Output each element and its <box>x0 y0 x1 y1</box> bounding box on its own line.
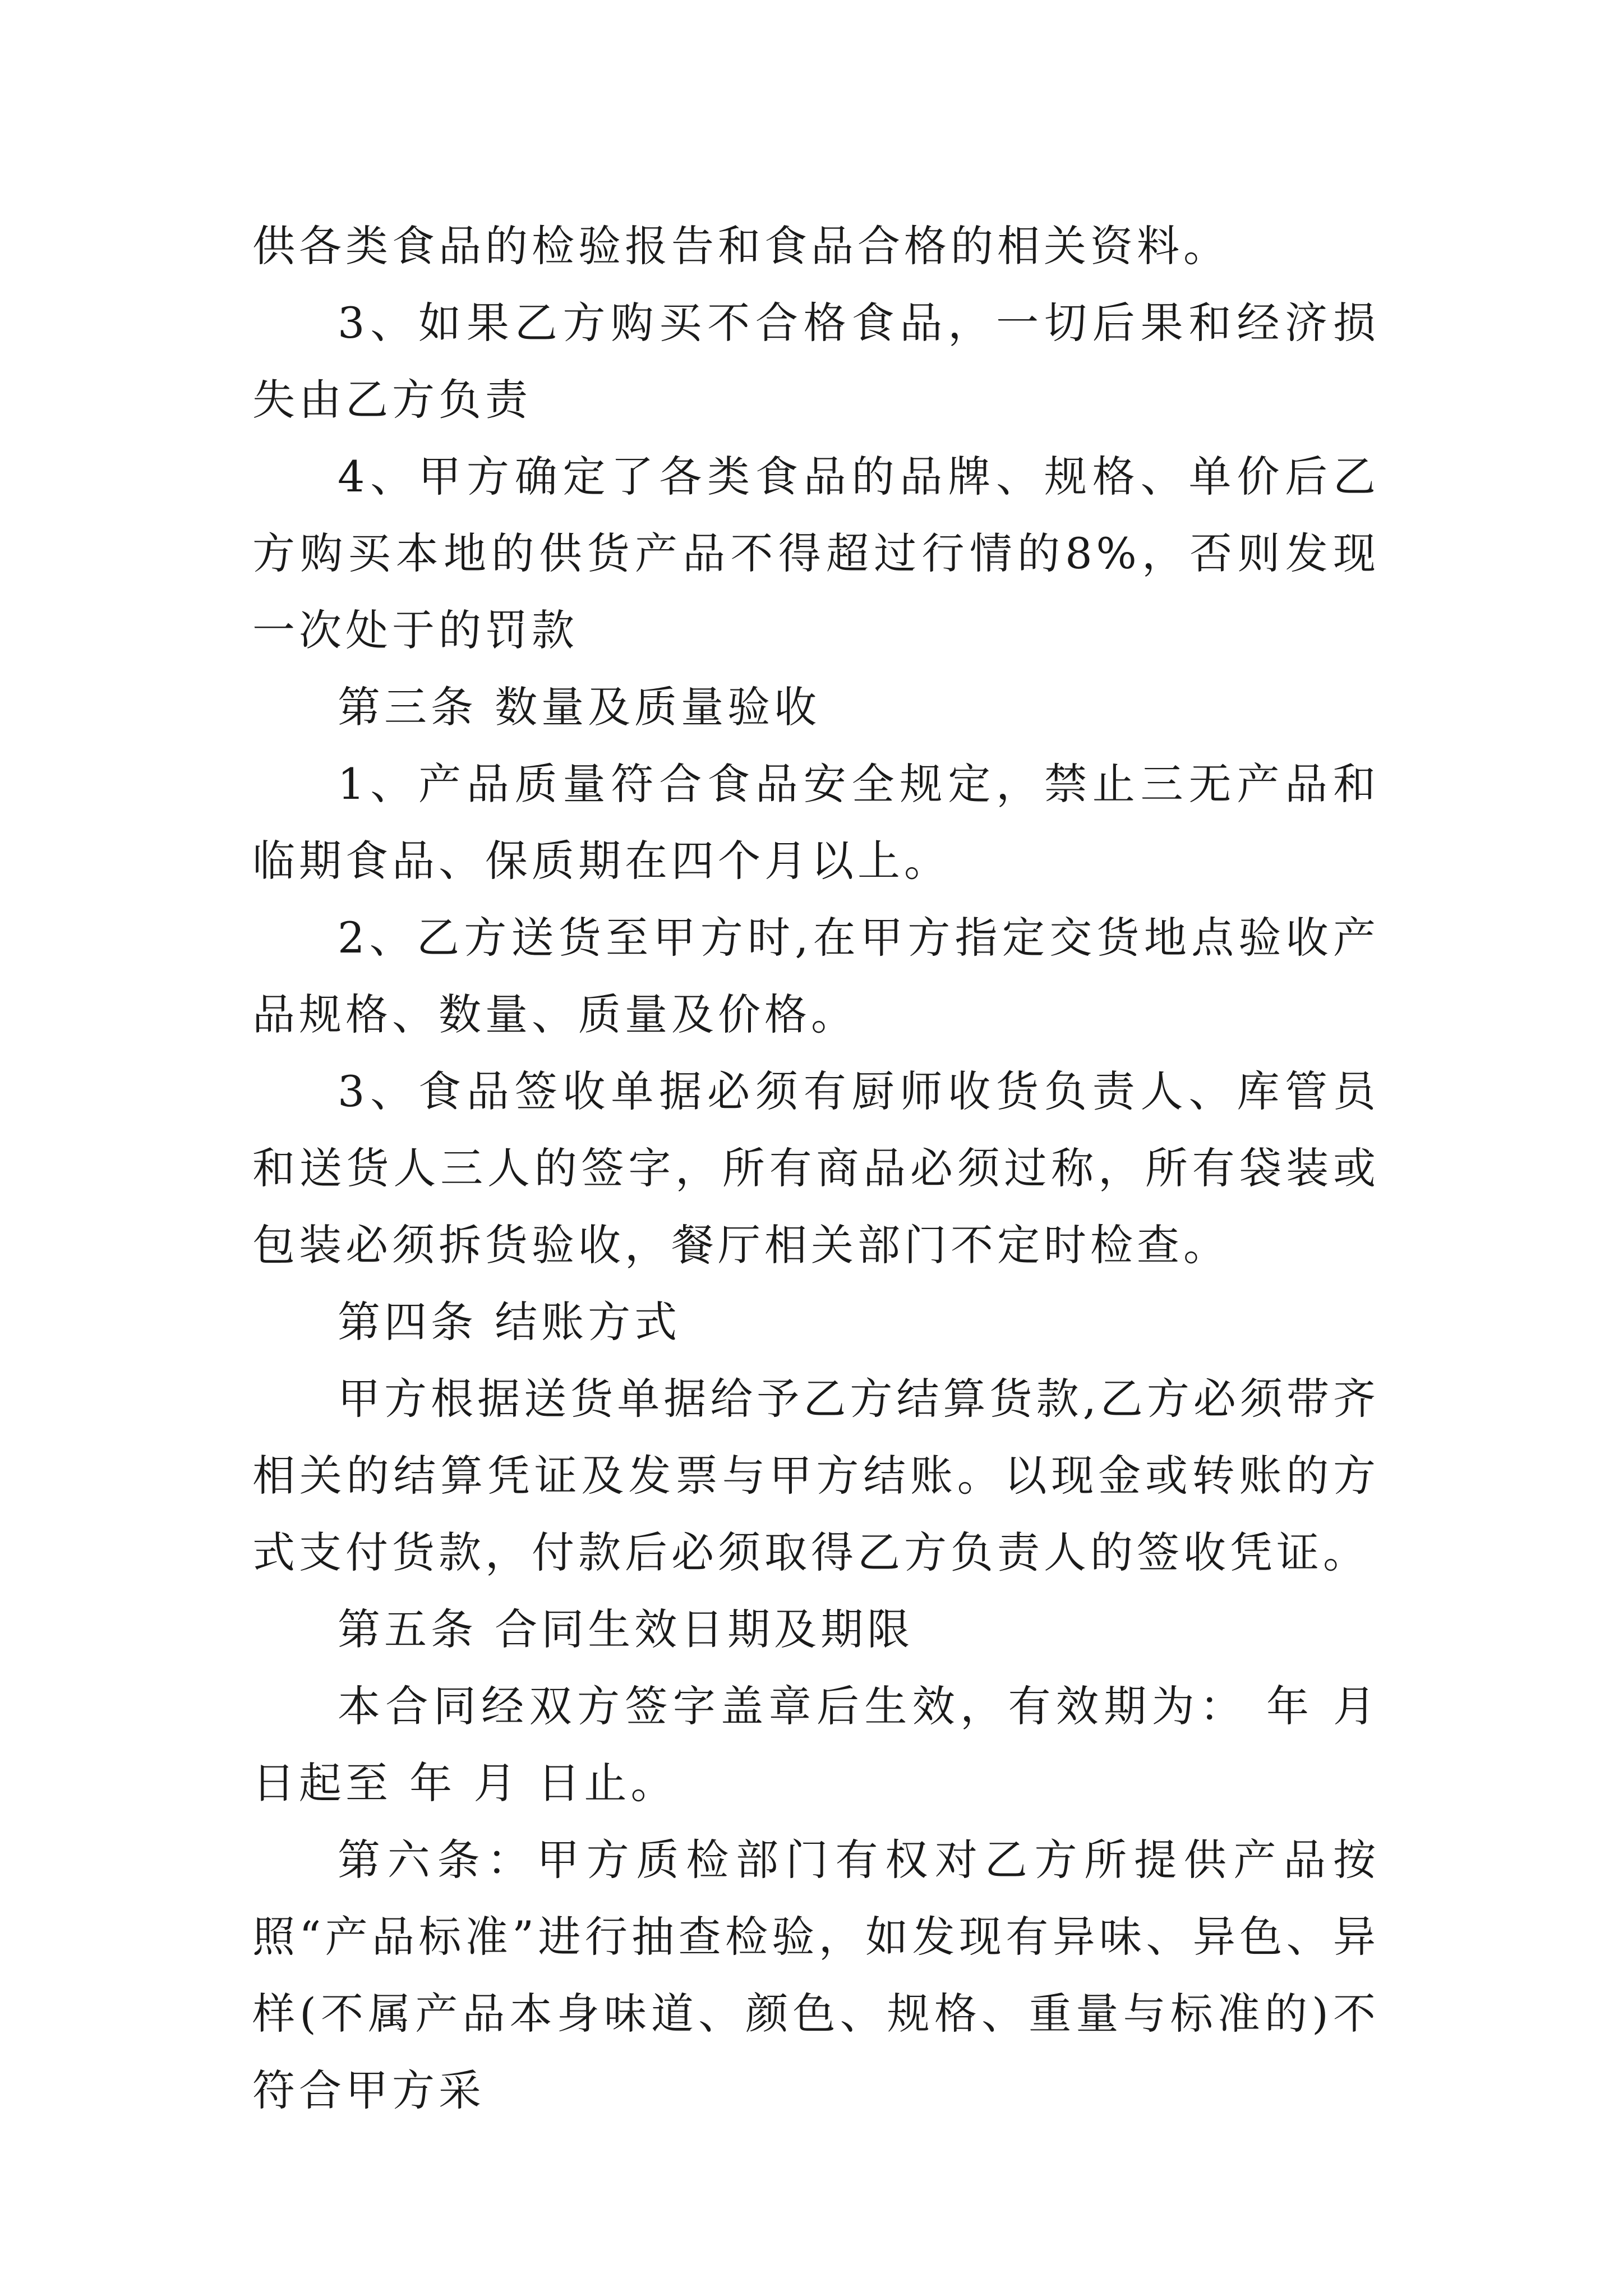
paragraph-continuation: 供各类食品的检验报告和食品合格的相关资料。 <box>252 221 1230 271</box>
article-5-heading: 第五条 合同生效日期及期限 <box>338 1604 914 1654</box>
clause-2-4: 4、甲方确定了各类食品的品牌、规格、单价后乙方购买本地的供货产品不得超过行情的8%，否则发现一次处于的罚款 <box>252 452 1380 655</box>
clause-3-1: 1、产品质量符合食品安全规定，禁止三无产品和临期食品、保质期在四个月以上。 <box>252 759 1380 886</box>
article-6: 第六条：甲方质检部门有权对乙方所提供产品按照“产品标准”进行抽查检验，如发现有异味、异色、异样(不属产品本身味道、颜色、规格、重量与标准的)不符合甲方采 <box>252 1835 1380 2115</box>
clause-3-2: 2、乙方送货至甲方时,在甲方指定交货地点验收产品规格、数量、质量及价格。 <box>252 913 1380 1039</box>
document-body <box>252 208 1380 2129</box>
article-5-body: 本合同经双方签字盖章后生效，有效期为： 年 月 日起至 年 月 日止。 <box>252 1681 1380 1808</box>
clause-2-3: 3、如果乙方购买不合格食品，一切后果和经济损失由乙方负责 <box>252 298 1380 425</box>
article-3-heading: 第三条 数量及质量验收 <box>338 682 821 732</box>
article-4-heading: 第四条 结账方式 <box>338 1297 681 1347</box>
article-4-body: 甲方根据送货单据给予乙方结算货款,乙方必须带齐相关的结算凭证及发票与甲方结账。以现金或转账的方式支付货款，付款后必须取得乙方负责人的签收凭证。 <box>252 1374 1380 1577</box>
clause-3-3: 3、食品签收单据必须有厨师收货负责人、库管员和送货人三人的签字，所有商品必须过称，所有袋装或包装必须拆货验收，餐厅相关部门不定时检查。 <box>252 1066 1380 1270</box>
